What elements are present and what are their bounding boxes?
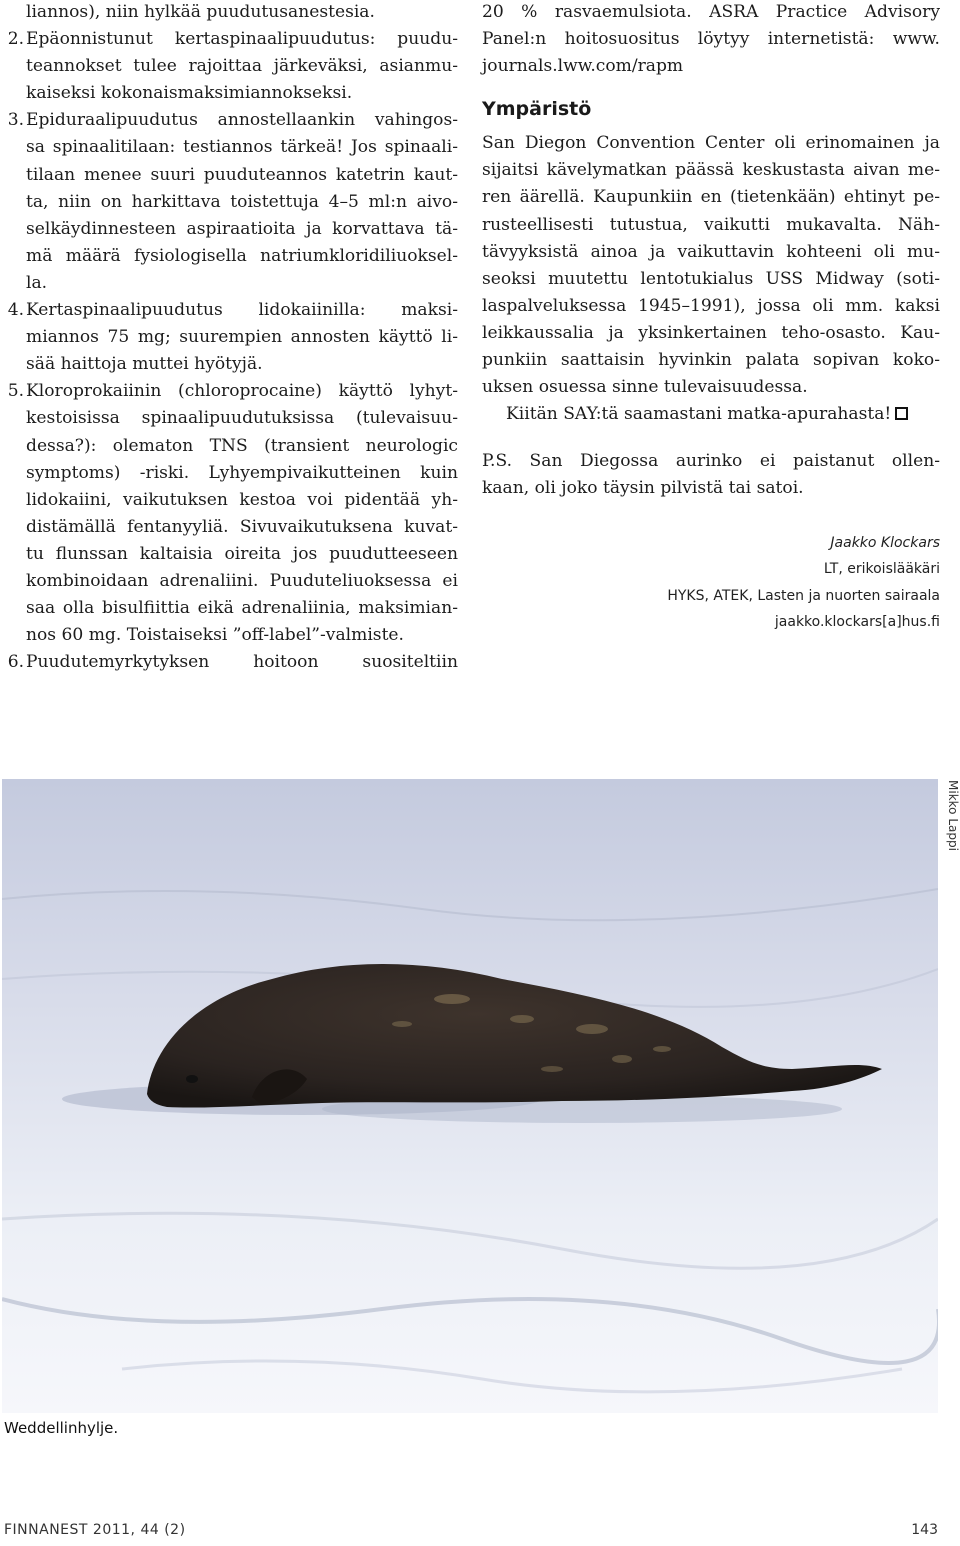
- list-item-3: [7, 107, 458, 297]
- text-line: kestoisissa spinaalipuudutuksissa (tulevaisuu-: [26, 408, 458, 429]
- thanks-line: [482, 401, 940, 428]
- text-line: tilaan menee suuri puuduteannos katetrin kaut-: [26, 164, 458, 185]
- thanks-text: Kiitän SAY:tä saamastani matka-apurahasta!: [506, 404, 892, 425]
- environment-paragraph: [482, 130, 940, 428]
- text-line: miannos 75 mg; suurempien annosten käyttö li-: [26, 327, 458, 348]
- text-line: Kertaspinaalipuudutus lidokaiinilla: maksi-: [26, 300, 458, 321]
- author-signature: [482, 530, 940, 636]
- text-line: dessa?): olematon TNS (transient neurologic: [26, 435, 458, 456]
- text-line: saa olla bisulfiittia eikä adrenaliinia, maksimian-: [26, 598, 458, 619]
- text-line: tävyyksistä ainoa ja vaikuttavin kohteeni oli mu-: [482, 241, 940, 262]
- list-item-4: [7, 297, 458, 378]
- text-line: nos 60 mg. Toistaiseksi ”off-label”-valmiste.: [26, 625, 404, 646]
- text-line: seoksi muutettu lentotukialus USS Midway (soti-: [482, 268, 940, 289]
- author-title: LT, erikoislääkäri: [823, 561, 940, 577]
- list-item-6: [7, 649, 458, 676]
- text-line: punkiin saattaisin hyvinkin palata sopivan koko-: [482, 350, 940, 371]
- list-item-5: [7, 378, 458, 649]
- continuation-paragraph: [482, 0, 940, 80]
- seal-illustration: [2, 779, 938, 1413]
- text-line: Epäonnistunut kertaspinaalipuudutus: puudu-: [26, 29, 458, 50]
- author-email[interactable]: jaakko.klockars[a]hus.fi: [774, 614, 940, 630]
- left-column: [7, 0, 458, 676]
- text-line: selkäydinnesteen aspiraatioita ja korvattava tä-: [26, 218, 458, 239]
- text-line: tu flunssan kaltaisia oireita jos puudutteeseen: [26, 543, 458, 564]
- text-line: Panel:n hoitosuositus löytyy internetistä: www.: [482, 29, 940, 50]
- text-line: kombinoidaan adrenaliini. Puuduteliuoksessa ei: [26, 570, 458, 591]
- text-line: laspalveluksessa 1945–1991), jossa oli mm. kaksi: [482, 295, 940, 316]
- text-line: teannokset tulee rajoittaa järkeväksi, asianmu-: [26, 56, 458, 77]
- text-line: Kloroprokaiinin (chloroprocaine) käyttö lyhyt-: [26, 381, 458, 402]
- list-number: 5.: [7, 381, 24, 402]
- text-line: ren äärellä. Kaupunkiin en (tietenkään) ehtinyt pe-: [482, 187, 940, 208]
- list-number: 4.: [7, 300, 24, 321]
- text-line: leikkaussalia ja yksinkertainen teho-osasto. Kau-: [482, 322, 940, 343]
- text-line: Puudutemyrkytyksen hoitoon suositeltiin: [26, 652, 458, 673]
- list-number: 6.: [7, 652, 24, 673]
- journal-footer: FINNANEST 2011, 44 (2): [4, 1522, 186, 1538]
- link-text[interactable]: journals.lww.com/rapm: [482, 56, 684, 77]
- text-line: kaan, oli joko täysin pilvistä tai satoi.: [482, 478, 804, 499]
- list-number: 3.: [7, 110, 24, 131]
- section-heading: Ympäristö: [482, 98, 592, 121]
- text-line: kaiseksi kokonaismaksimiannokseksi.: [26, 83, 353, 104]
- text-line: sa spinaalitilaan: testiannos tärkeä! Jos spinaali-: [26, 137, 458, 158]
- page-number: 143: [911, 1522, 938, 1538]
- text-line: sää haittoja muttei hyötyjä.: [26, 354, 263, 375]
- seal-photo: [2, 779, 938, 1413]
- author-name: Jaakko Klockars: [830, 534, 940, 551]
- text-line: rusteellisesti tutustua, vaikutti mukavalta. Näh-: [482, 214, 940, 235]
- text-line: distämällä fentanyyliä. Sivuvaikutuksena kuvat-: [26, 516, 458, 537]
- right-column: [482, 0, 940, 636]
- text-line: 20 % rasvaemulsiota. ASRA Practice Advisory: [482, 2, 940, 22]
- list-item-2: [7, 26, 458, 107]
- end-mark-icon: [895, 407, 908, 420]
- photo-credit: Mikko Lappi: [946, 780, 960, 851]
- text-line: la.: [26, 272, 48, 293]
- photo-caption: Weddellinhylje.: [4, 1419, 119, 1437]
- ps-paragraph: [482, 448, 940, 502]
- text-line: uksen osuessa sinne tulevaisuudessa.: [482, 377, 808, 398]
- intro-paragraph: [26, 0, 458, 26]
- text-line: symptoms) -riski. Lyhyempivaikutteinen kuin: [26, 462, 458, 483]
- text-line: mä määrä fysiologisella natriumkloridiliuoksel-: [26, 245, 458, 266]
- author-organization: HYKS, ATEK, Lasten ja nuorten sairaala: [667, 587, 940, 604]
- text-line: ta, niin on harkittava toistettuja 4–5 ml:n aivo-: [26, 191, 458, 212]
- text-line: Epiduraalipuudutus annostellaankin vahingos-: [26, 110, 458, 131]
- text-line: P.S. San Diegossa aurinko ei paistanut ollen-: [482, 451, 940, 472]
- text-line: lidokaiini, vaikutuksen kestoa voi pidentää yh-: [26, 489, 458, 510]
- text-line: liannos), niin hylkää puudutusanestesia.: [26, 2, 375, 22]
- text-line: sijaitsi kävelymatkan päässä keskustasta aivan me-: [482, 160, 940, 181]
- list-number: 2.: [7, 29, 24, 50]
- text-line: San Diegon Convention Center oli erinomainen ja: [482, 133, 940, 154]
